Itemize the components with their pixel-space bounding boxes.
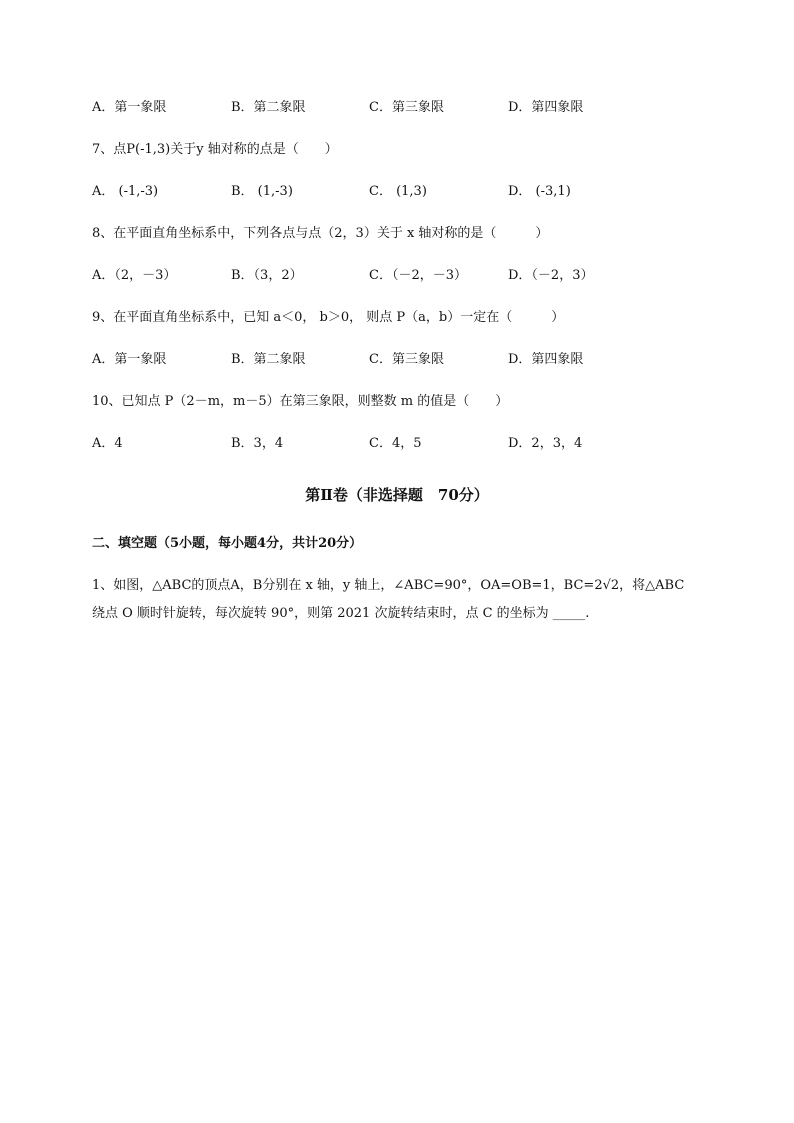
q9-option-b: B．第二象限 bbox=[231, 352, 306, 367]
q7-option-d: D． (-3,1) bbox=[508, 184, 571, 199]
part2-title: 第Ⅱ卷（非选择题 70分） bbox=[305, 486, 489, 504]
q7-stem: 7、点P(-1,3)关于y 轴对称的点是（ ） bbox=[92, 142, 338, 157]
q10-option-b: B．3，4 bbox=[231, 436, 284, 451]
q9-stem: 9、在平面直角坐标系中，已知 a＜0， b＞0， 则点 P（a，b）一定在（ ） bbox=[92, 310, 565, 325]
q6-option-d: D．第四象限 bbox=[508, 100, 584, 115]
q9-option-d: D．第四象限 bbox=[508, 352, 584, 367]
q6-option-a: A．第一象限 bbox=[92, 100, 167, 115]
q10-stem: 10、已知点 P（2－m，m－5）在第三象限，则整数 m 的值是（ ） bbox=[92, 394, 509, 409]
q6-option-c: C．第三象限 bbox=[369, 100, 444, 115]
q10-option-a: A．4 bbox=[92, 436, 123, 451]
q8-option-a: A．（2，－3） bbox=[92, 268, 177, 283]
q10-option-c: C．4，5 bbox=[369, 436, 422, 451]
q10-option-d: D．2，3，4 bbox=[508, 436, 583, 451]
q8-option-c: C．（－2，－3） bbox=[369, 268, 467, 283]
q8-stem: 8、在平面直角坐标系中，下列各点与点（2，3）关于 x 轴对称的是（ ） bbox=[92, 226, 549, 241]
q7-option-c: C． (1,3) bbox=[369, 184, 427, 199]
q8-option-d: D．（－2，3） bbox=[508, 268, 594, 283]
q9-option-a: A．第一象限 bbox=[92, 352, 167, 367]
q6-option-b: B．第二象限 bbox=[231, 100, 306, 115]
q7-option-b: B． (1,-3) bbox=[231, 184, 293, 199]
fill1-line2: 绕点 O 顺时针旋转，每次旋转 90°，则第 2021 次旋转结束时，点 C 的坐标为 _____. bbox=[92, 606, 590, 621]
q7-option-a: A． (-1,-3) bbox=[92, 184, 159, 199]
q9-option-c: C．第三象限 bbox=[369, 352, 444, 367]
q8-option-b: B．（3，2） bbox=[231, 268, 303, 283]
fill1-line1: 1、如图，△ABC的顶点A，B分别在 x 轴，y 轴上，∠ABC=90°，OA=OB=1，BC=2√2，将△ABC bbox=[92, 578, 685, 593]
section2-heading: 二、填空题（5小题，每小题4分，共计20分） bbox=[92, 536, 363, 551]
